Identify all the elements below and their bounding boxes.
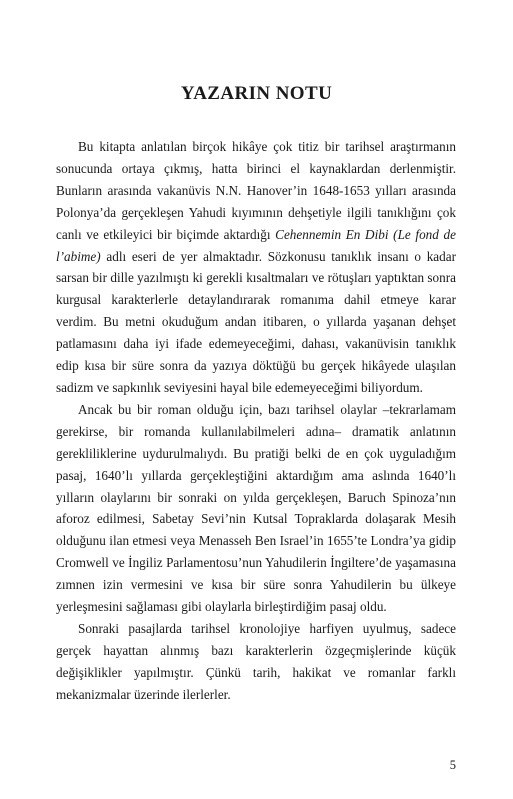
paragraph-1: [56, 136, 456, 399]
page-number: 5: [449, 758, 456, 772]
body-text: [56, 136, 456, 706]
paragraph-1-text-after: adlı eseri de yer almaktadır. Sözkonusu tanıklık insanı o kadar sarsan bir dille yazılmıştı ki gerekli kısaltmaları ve rötuşları yaptıktan sonra kurgusal karakterlerle detaylandırarak romanıma dahil etmeye karar verdim. Bu metni okuduğum andan itibaren, o yıllarda yaşanan dehşet patlamasını daha iyi ifade edemeyeceğimi, dahası, vakanüvisin tanıklık edip kısa bir süre sonra da yazıya döktüğü bu gerçek hikâyede ulaşılan sadizm ve sapkınlık seviyesini hayal bile edemeyeceğimi biliyordum.: [56, 248, 456, 395]
paragraph-3: Sonraki pasajlarda tarihsel kronolojiye harfiyen uyulmuş, sadece gerçek hayattan alınmış bazı karakterlerin özgeçmişlerinde küçük değişiklikler yapılmıştır. Çünkü tarih, hakikat ve romanlar farklı mekanizmalar üzerinde ilerlerler.: [56, 620, 456, 702]
book-title-italic: Cehennemin En Dibi (Le fond de l’abime): [56, 226, 456, 264]
paragraph-1-text-before: Bu kitapta anlatılan birçok hikâye çok titiz bir tarihsel araştırmanın sonucunda ortaya çıkmış, hatta birinci el kaynaklardan derlenmiştir. Bunların arasında vakanüvis N.N. Hanover’in 1648-1653 yılları arasında Polonya’da gerçekleşen Yahudi kıyımının dehşetiyle ilgili tanıklığını çok canlı ve etkileyici bir biçimde aktardığı: [56, 139, 456, 242]
chapter-heading: YAZARIN NOTU: [180, 83, 333, 104]
paragraph-2: Ancak bu bir roman olduğu için, bazı tarihsel olaylar –tekrarlamam gerekirse, bir romanda kullanılabilmeleri adına– dramatik anlatının gerekliliklerine uydurulmalıydı. Bu pratiği belki de en çok uyguladığım pasaj, 1640’lı yıllarda gerçekleştiğini aktardığım ama aslında 1640’lı yılların olaylarını bir sonraki on yılda gerçekleşen, Baruch Spinoza’nın aforoz edilmesi, Sabetay Sevi’nin Kutsal Topraklarda dolaşarak Mesih olduğunu ilan etmesi veya Menasseh Ben Israel’in 1655’te Londra’ya gidip Cromwell ve İngiliz Parlamentosu’nun Yahudilerin İngiltere’de yaşamasına zımnen izin vermesini ve kısa bir süre sonra Yahudilerin bu ülkeye yerleşmesini sağlaması gibi olaylarla birleştirdiğim pasaj oldu.: [56, 401, 456, 615]
